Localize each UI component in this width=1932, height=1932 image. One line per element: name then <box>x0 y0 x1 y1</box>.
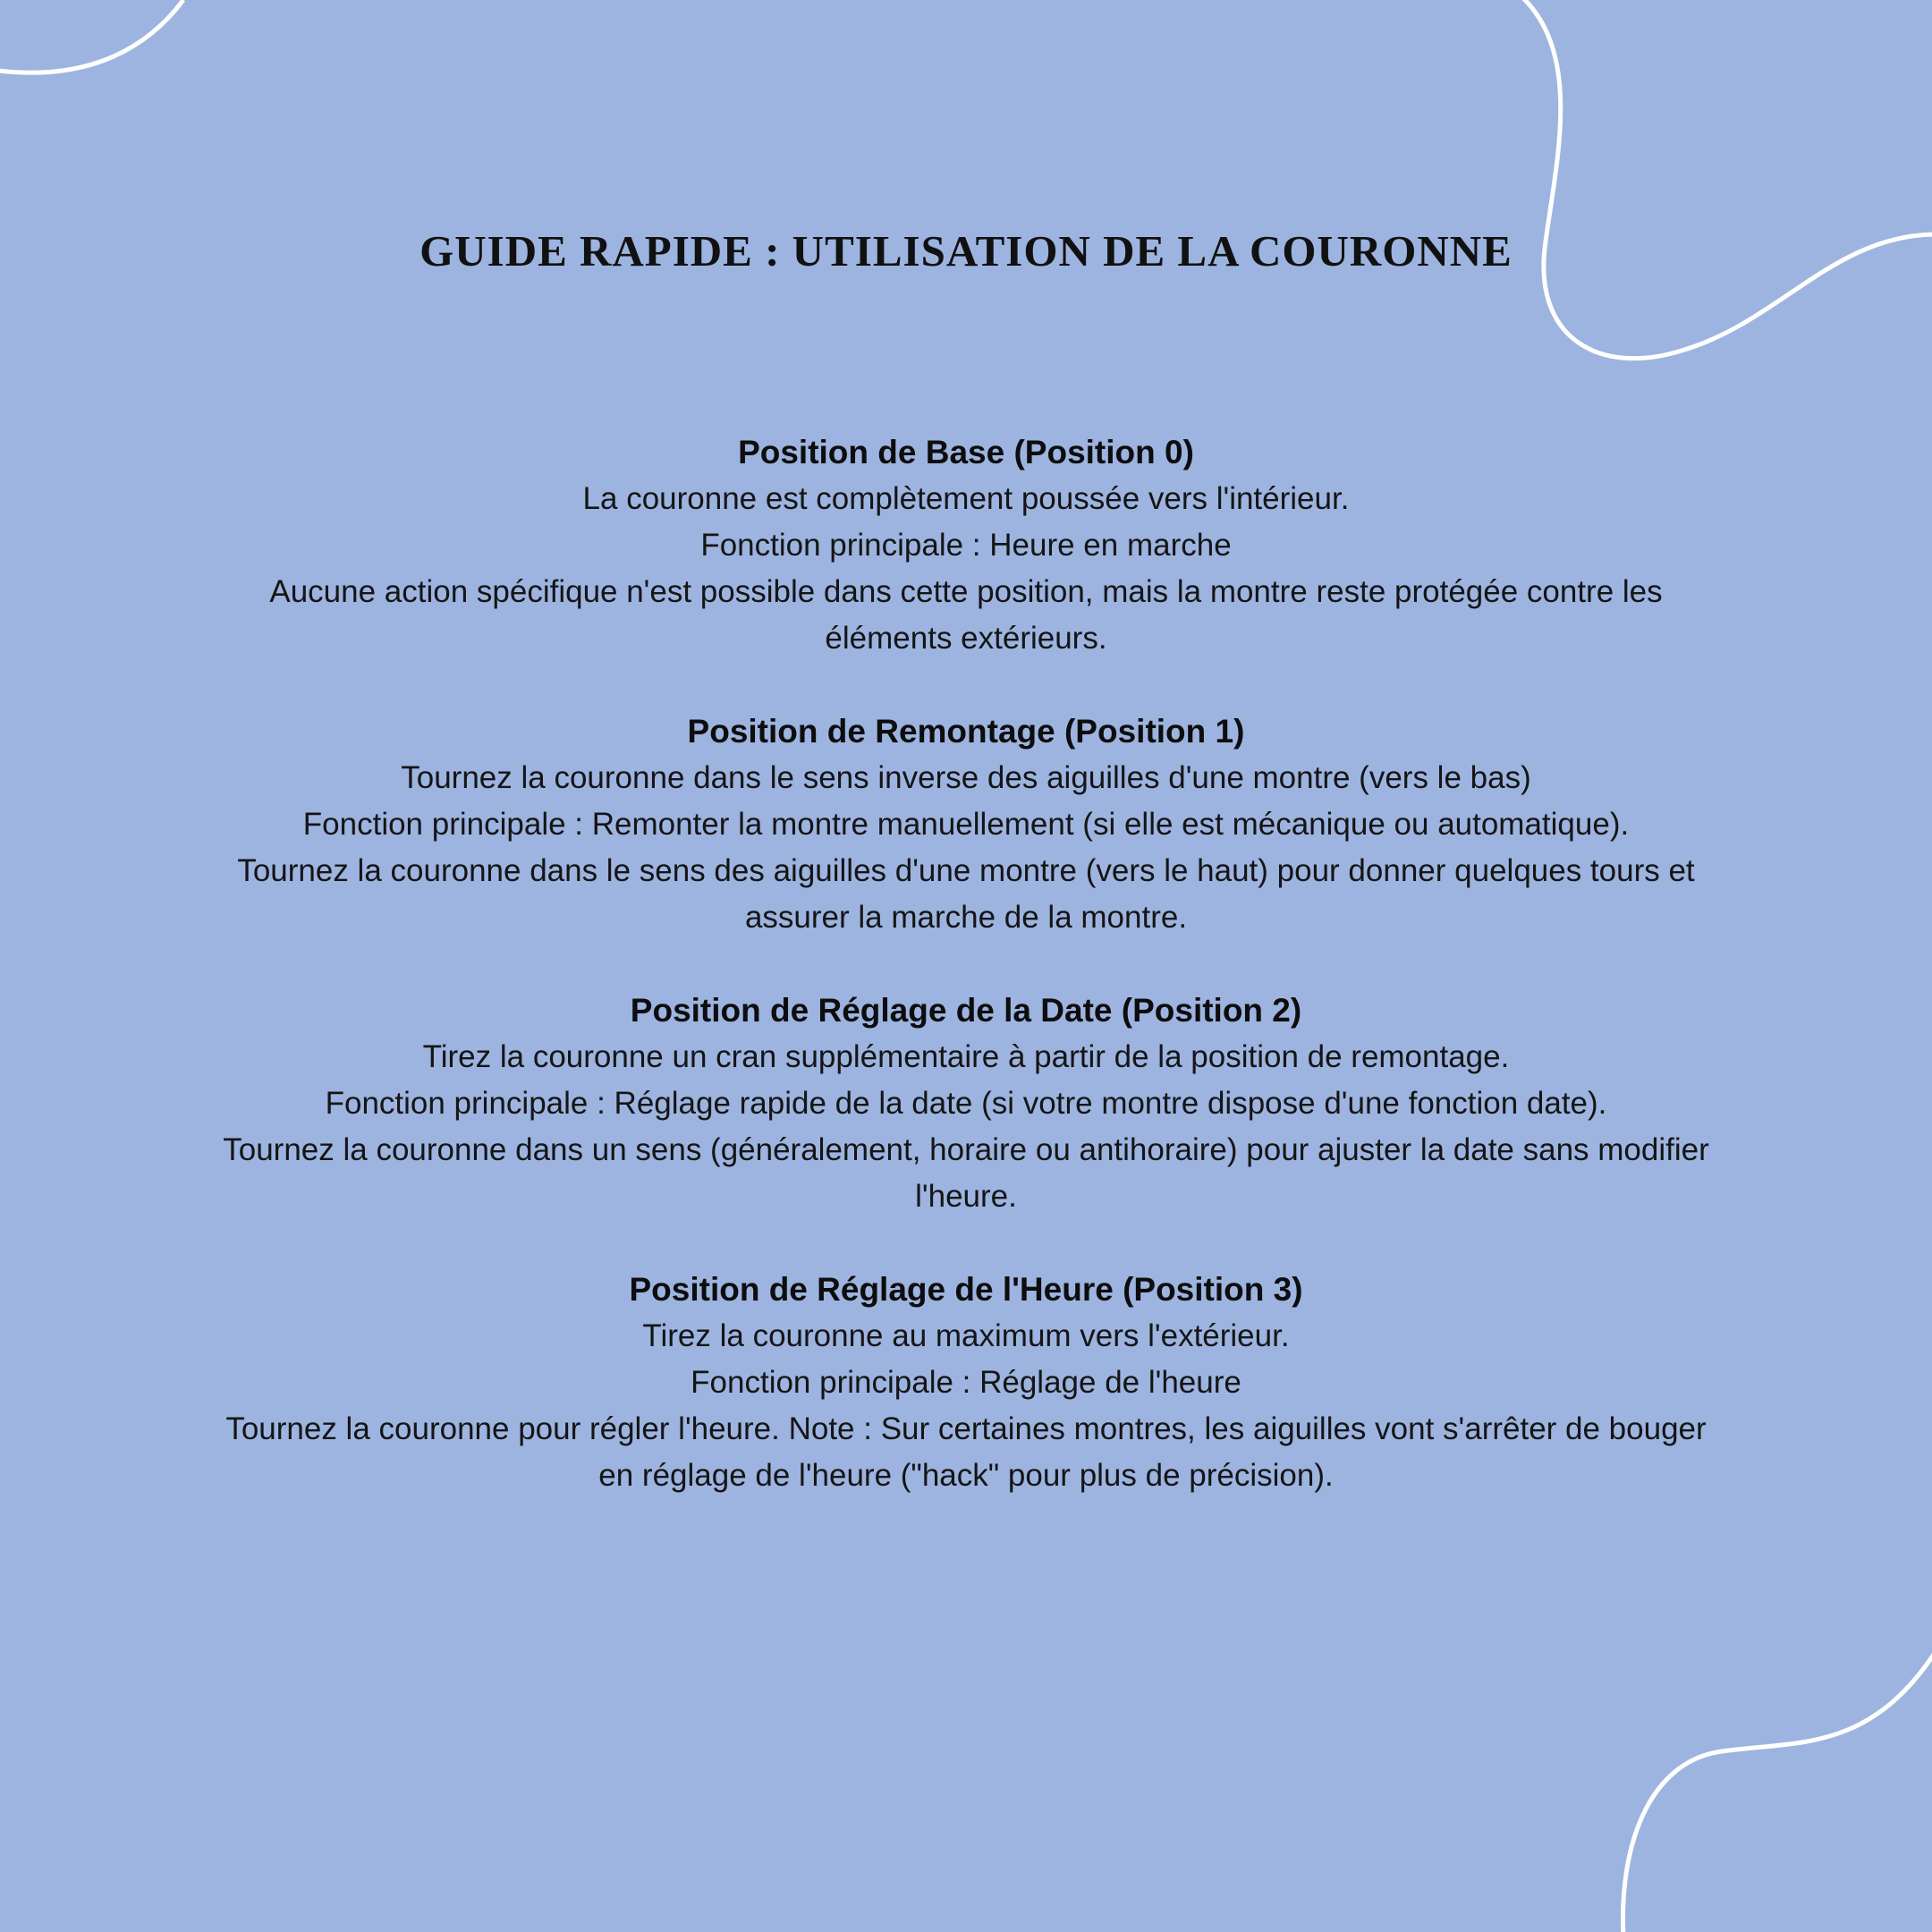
section-heading: Position de Réglage de la Date (Position 2) <box>630 992 1302 1029</box>
bottom-right-wave-line <box>1623 1650 1932 1932</box>
section-text-line: Fonction principale : Remonter la montre manuellement (si elle est mécanique ou automatique). <box>302 807 1630 842</box>
section-heading: Position de Réglage de l'Heure (Position 3) <box>629 1271 1303 1308</box>
section-text-line: Tournez la couronne dans un sens (généralement, horaire ou antihoraire) pour ajuster la date sans modifier l'heure. <box>223 1132 1709 1214</box>
section-text-line: Aucune action spécifique n'est possible dans cette position, mais la montre reste protégée contre les éléments extérieurs. <box>269 574 1663 656</box>
section-position-0 <box>179 429 1753 662</box>
section-text-line: Tournez la couronne dans le sens des aiguilles d'une montre (vers le haut) pour donner quelques tours et assurer la marche de la montre. <box>237 853 1695 935</box>
top-left-wave-line <box>0 0 183 72</box>
section-text-line: Fonction principale : Heure en marche <box>700 528 1232 563</box>
guide-content <box>179 429 1753 1546</box>
section-text-line: Tournez la couronne dans le sens inverse des aiguilles d'une montre (vers le bas) <box>401 760 1531 795</box>
section-text-line: Fonction principale : Réglage de l'heure <box>691 1365 1241 1400</box>
section-text-line: La couronne est complètement poussée vers l'intérieur. <box>582 481 1350 516</box>
page-title: GUIDE RAPIDE : UTILISATION DE LA COURONNE <box>419 226 1513 275</box>
section-text-line: Tirez la couronne un cran supplémentaire à partir de la position de remontage. <box>422 1039 1510 1074</box>
top-right-wave-line <box>1521 0 1932 359</box>
section-heading: Position de Remontage (Position 1) <box>687 713 1245 750</box>
section-text-line: Tournez la couronne pour régler l'heure. Note : Sur certaines montres, les aiguilles vont s'arrêter de bouger en réglage de l'heure ("hack" pour plus de précision). <box>225 1411 1707 1493</box>
section-position-1 <box>179 708 1753 941</box>
section-text-line: Tirez la couronne au maximum vers l'extérieur. <box>642 1318 1290 1353</box>
section-position-3 <box>179 1267 1753 1499</box>
section-text-line: Fonction principale : Réglage rapide de la date (si votre montre dispose d'une fonction date). <box>325 1086 1607 1121</box>
section-position-2 <box>179 987 1753 1220</box>
section-heading: Position de Base (Position 0) <box>738 434 1194 470</box>
